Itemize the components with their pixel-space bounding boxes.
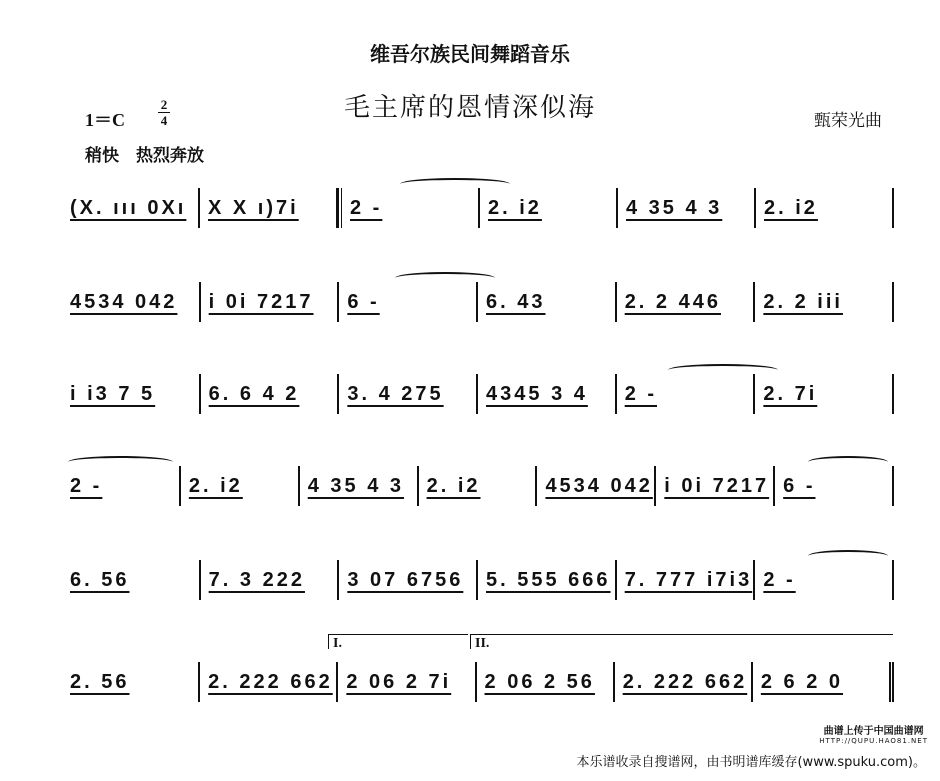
measure: 2. 56	[62, 662, 200, 702]
measure: 2 -	[617, 374, 756, 414]
measure: 5. 555 666	[478, 560, 617, 600]
measure: 3 07 6756	[339, 560, 478, 600]
measure: 2. i2	[419, 466, 538, 506]
measure: 7. 3 222	[201, 560, 340, 600]
score-line-1	[0, 184, 940, 244]
measure: 2. i2	[480, 188, 618, 228]
site-logo-text: 曲谱上传于中国曲谱网	[823, 726, 924, 737]
measure: 2. i2	[756, 188, 894, 228]
source-note: 本乐谱收录自搜谱网，由书明谱库缓存(www.spuku.com)。	[576, 755, 926, 770]
piece-title: 毛主席的恩情深似海	[343, 93, 596, 123]
measure: 6 -	[339, 282, 478, 322]
measure: 6. 6 4 2	[201, 374, 340, 414]
site-logo-url: HTTP://QUPU.HAO81.NET	[819, 737, 928, 745]
time-signature	[158, 98, 170, 127]
measure: 2. 2 iii	[755, 282, 894, 322]
measure: 2. i2	[181, 466, 300, 506]
measure: 2. 2 446	[617, 282, 756, 322]
tempo-marking: 稍快 热烈奔放	[85, 146, 204, 166]
piece-category: 维吾尔族民间舞蹈音乐	[370, 42, 570, 66]
time-sig-top: 2	[160, 97, 168, 112]
measure: 2. 222 662	[615, 662, 753, 702]
measure: X X ı)7i	[200, 188, 338, 228]
measure: 4534 042	[62, 282, 201, 322]
measure: 4 35 4 3	[300, 466, 419, 506]
volta-second-ending: II.	[470, 634, 893, 649]
measure: 6. 56	[62, 560, 201, 600]
measure: 2 06 2 7i	[338, 662, 476, 702]
measure: i i3 7 5	[62, 374, 201, 414]
volta-first-ending: I.	[328, 634, 468, 649]
composer-credit: 甄荣光曲	[814, 111, 882, 131]
score-line-6	[0, 636, 940, 708]
measure: 2 -	[338, 188, 480, 228]
measure: i 0i 7217	[656, 466, 775, 506]
measure: 6. 43	[478, 282, 617, 322]
measure: 2. 222 662	[200, 662, 338, 702]
measure: (X. ııı 0Xı	[62, 188, 200, 228]
score-line-2	[0, 278, 940, 338]
measure-final: 2 6 2 0	[753, 662, 894, 702]
measure: 4345 3 4	[478, 374, 617, 414]
measure: 2. 7i	[755, 374, 894, 414]
key-signature: 1＝C	[85, 110, 125, 130]
measure: 3. 4 275	[339, 374, 478, 414]
measure: 2 -	[62, 466, 181, 506]
measure: 6 -	[775, 466, 894, 506]
score-line-3	[0, 370, 940, 430]
measure: 4 35 4 3	[618, 188, 756, 228]
measure: 2 -	[755, 560, 894, 600]
measure: i 0i 7217	[201, 282, 340, 322]
score-line-5	[0, 556, 940, 616]
measure: 2 06 2 56	[477, 662, 615, 702]
score-line-4	[0, 462, 940, 522]
site-logo	[819, 722, 928, 745]
measure: 7. 777 i7i3	[617, 560, 756, 600]
time-sig-bottom: 4	[160, 113, 168, 128]
measure: 4534 042	[537, 466, 656, 506]
